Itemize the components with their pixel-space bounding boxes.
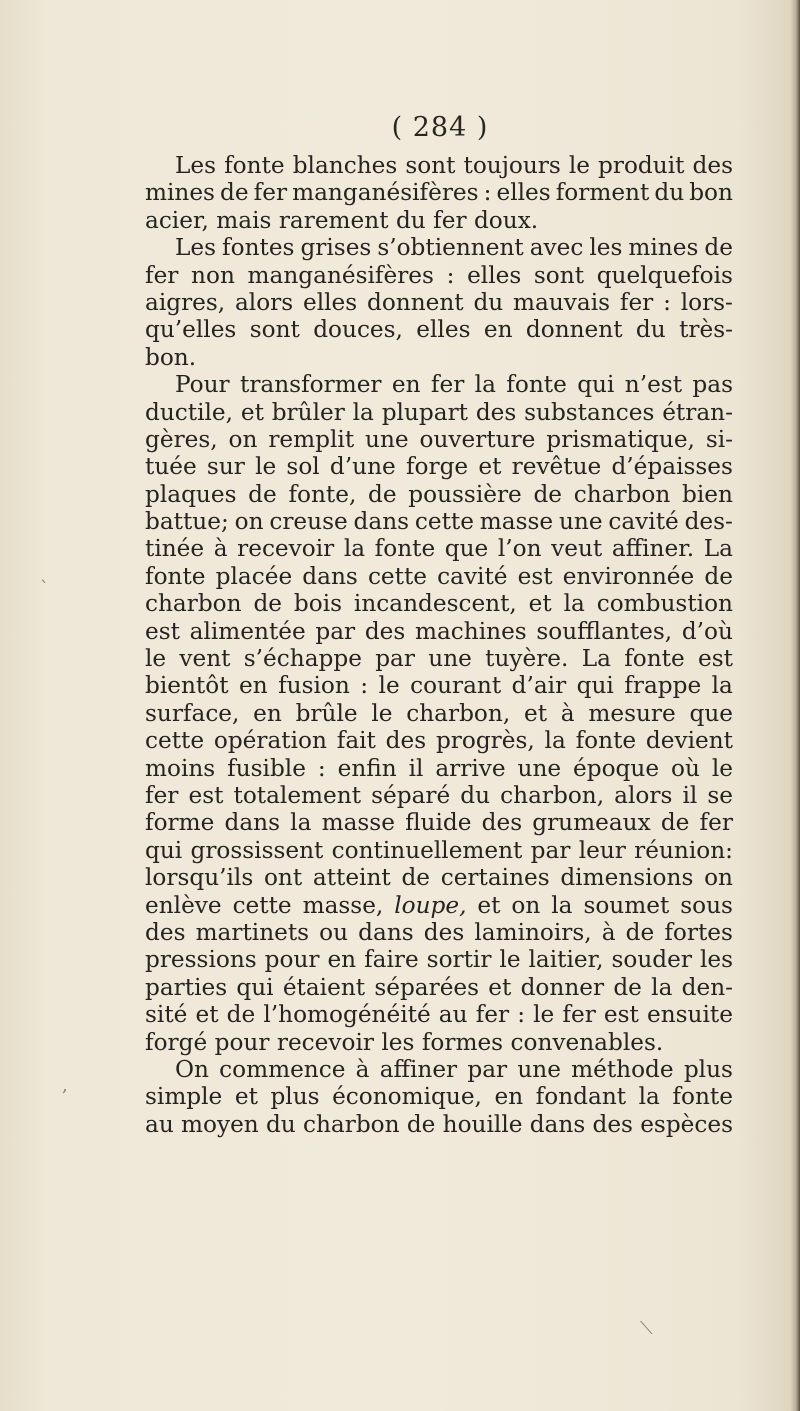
text-line: tinée à recevoir la fonte que l’on veut affiner. La — [145, 535, 733, 563]
text-line: ductile, et brûler la plupart des substances étran- — [145, 398, 733, 426]
text-line: Les fontes grises s’obtiennent avec les mines de — [175, 234, 733, 262]
text-line: lorsqu’ils ont atteint de certaines dimensions on — [145, 864, 733, 892]
margin-mark: , — [62, 1075, 68, 1096]
text-line: On commence à affiner par une méthode plus — [175, 1055, 733, 1083]
text-line: qui grossissent continuellement par leur réunion: — [145, 836, 733, 864]
text-line: parties qui étaient séparées et donner de la den- — [145, 973, 733, 1001]
text-line: enlève cette masse, loupe, et on la soumet sous — [145, 891, 733, 919]
page-edge-shadow — [790, 0, 800, 1411]
text-line: Pour transformer en fer la fonte qui n’est pas — [175, 371, 733, 399]
text-line: acier, mais rarement du fer doux. — [145, 206, 539, 234]
page-number: ( 284 ) — [391, 112, 489, 143]
text-line: fer non manganésifères : elles sont quelquefois — [145, 261, 733, 289]
text-line: au moyen du charbon de houille dans des espèces — [145, 1110, 733, 1138]
text-line: mines de fer manganésifères : elles forment du bon — [145, 179, 733, 207]
text-line: cette opération fait des progrès, la fonte devient — [145, 727, 733, 755]
text-line: fer est totalement séparé du charbon, alors il se — [145, 781, 733, 809]
margin-mark: ` — [40, 578, 49, 599]
margin-mark: ⟍ — [640, 1318, 653, 1339]
text-line: forme dans la masse fluide des grumeaux de fer — [145, 809, 733, 837]
text-line: fonte placée dans cette cavité est environnée de — [145, 562, 733, 590]
text-line: qu’elles sont douces, elles en donnent du très- — [145, 316, 733, 344]
text-line: bientôt en fusion : le courant d’air qui frappe la — [145, 672, 733, 700]
text-line: charbon de bois incandescent, et la combustion — [145, 590, 733, 618]
text-line: plaques de fonte, de poussière de charbon bien — [145, 480, 733, 508]
text-line: bon. — [145, 343, 197, 371]
text-line: gères, on remplit une ouverture prismatique, si- — [145, 425, 733, 453]
text-line: Les fonte blanches sont toujours le produit des — [175, 152, 733, 179]
text-line: moins fusible : enfin il arrive une époque où le — [145, 754, 733, 782]
text-line: sité et de l’homogénéité au fer : le fer est ensuite — [145, 1001, 733, 1029]
text-line: forgé pour recevoir les formes convenables. — [145, 1028, 664, 1056]
body-text — [145, 152, 733, 1138]
text-line: des martinets ou dans des laminoirs, à de fortes — [145, 918, 733, 946]
text-line: aigres, alors elles donnent du mauvais fer : lors- — [145, 288, 733, 316]
text-line: battue; on creuse dans cette masse une cavité des- — [145, 508, 733, 536]
text-line: surface, en brûle le charbon, et à mesure que — [145, 699, 733, 727]
text-line: tuée sur le sol d’une forge et revêtue d’épaisses — [145, 453, 733, 481]
text-line: pressions pour en faire sortir le laitier, souder les — [145, 946, 733, 974]
text-line: simple et plus économique, en fondant la fonte — [145, 1083, 733, 1111]
text-line: est alimentée par des machines soufflantes, d’où — [145, 617, 733, 645]
text-line: le vent s’échappe par une tuyère. La fonte est — [145, 645, 733, 673]
